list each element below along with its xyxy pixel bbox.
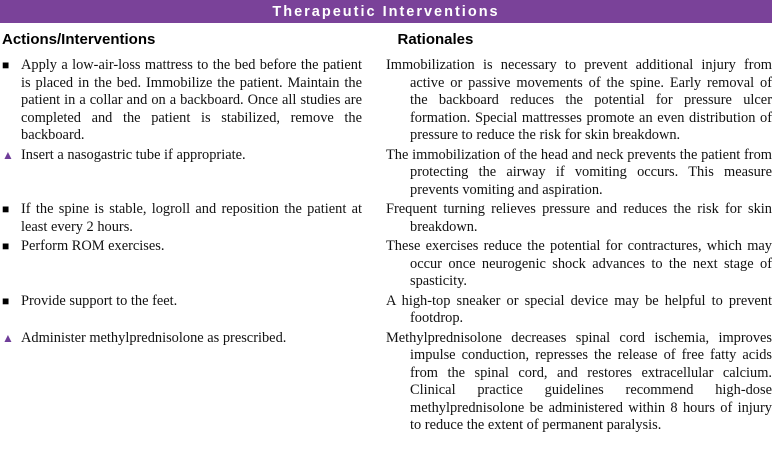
action-cell: [2, 330, 386, 435]
rationale-cell: [386, 57, 772, 145]
action-cell: [2, 293, 386, 328]
table-title: Therapeutic Interventions: [272, 3, 500, 20]
square-bullet-icon: ■: [2, 293, 10, 308]
table-title-bar: [0, 0, 772, 23]
action-cell: [2, 57, 386, 145]
triangle-bullet-icon: ▲: [2, 330, 14, 345]
rationale-cell: [386, 293, 772, 328]
action-text: Apply a low-air-loss mattress to the bed before the patient is placed in the bed. Immobilize the patient. Maintain the patient in a collar and on a backboard. Once all studies are completed and the patient is stabilized, remove the backboard.: [21, 57, 362, 143]
square-bullet-icon: ■: [2, 202, 10, 216]
column-header-rationales: Rationales: [397, 31, 474, 48]
rationale-text: A high-top sneaker or special device may be helpful to prevent footdrop.: [386, 292, 772, 326]
rationale-text: These exercises reduce the potential for contractures, which may occur once neurogenic shock advances to the next stage of spasticity.: [386, 238, 772, 289]
action-text: If the spine is stable, logroll and reposition the patient at least every 2 hours.: [21, 201, 362, 235]
action-text: Provide support to the feet.: [21, 292, 178, 309]
rationale-cell: [386, 201, 772, 236]
rationale-text: Methylprednisolone decreases spinal cord ischemia, improves impulse conduction, represses the release of free fatty acids from the spinal cord, and restores extracellular calcium. Clinical practice guidelines recommend high-dose methylprednisolone be administered within 8 hours of injury to reduce the extent of permanent paralysis.: [386, 329, 772, 433]
action-cell: [2, 201, 386, 236]
interventions-table-body: [0, 57, 772, 435]
square-bullet-icon: ■: [2, 239, 10, 253]
action-cell: [2, 147, 386, 200]
rationale-text: The immobilization of the head and neck prevents the patient from protecting the airway if vomiting occurs. This measure prevents vomiting and aspiration.: [386, 146, 772, 198]
action-text: Insert a nasogastric tube if appropriate.: [21, 146, 246, 163]
square-bullet-icon: ■: [2, 58, 10, 72]
action-text: Perform ROM exercises.: [21, 238, 165, 254]
rationale-cell: [386, 147, 772, 200]
rationale-text: Immobilization is necessary to prevent additional injury from active or passive movements of the spine. Early removal of the backboard reduces the potential for pressure ulcer formation. Special mattresses promote an even distribution of pressure to reduce the risk for skin breakdown.: [386, 57, 772, 143]
triangle-bullet-icon: ▲: [2, 147, 14, 162]
rationale-cell: [386, 330, 772, 435]
column-header-actions: Actions/Interventions: [2, 31, 156, 48]
rationale-cell: [386, 238, 772, 291]
rationale-text: Frequent turning relieves pressure and reduces the risk for skin breakdown.: [386, 201, 772, 235]
action-cell: [2, 238, 386, 291]
column-header-row: [0, 31, 772, 49]
action-text: Administer methylprednisolone as prescribed.: [21, 329, 287, 346]
